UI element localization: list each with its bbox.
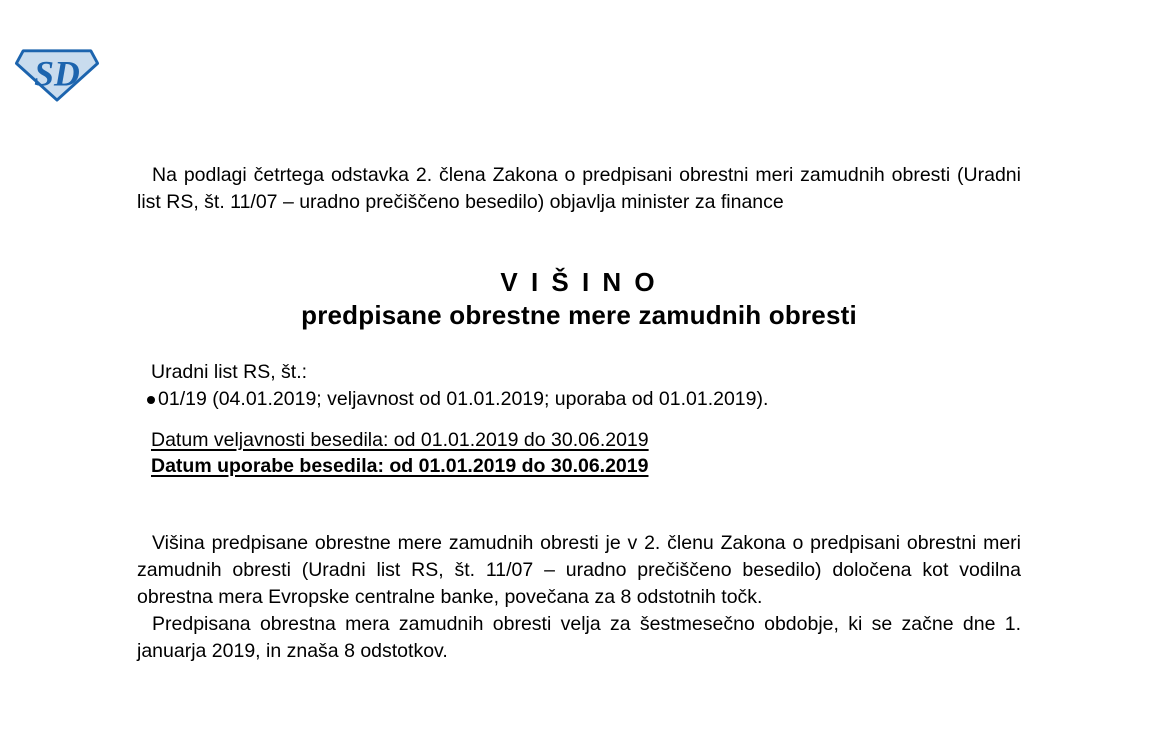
gazette-item-text: 01/19 (04.01.2019; veljavnost od 01.01.2019; uporaba od 01.01.2019). — [158, 388, 769, 410]
gazette-label: Uradni list RS, št.: — [151, 361, 308, 383]
validity-section — [151, 427, 649, 479]
gazette-list-item — [147, 386, 768, 413]
bullet-icon — [147, 396, 155, 404]
body-paragraph-2: Predpisana obrestna mera zamudnih obresti velja za šestmesečno obdobje, ki se začne dne 1. januarja 2019, in znaša 8 odstotkov. — [137, 613, 1021, 662]
logo-letters: SD — [34, 53, 80, 94]
page-subtitle: predpisane obrestne mere zamudnih obresti — [301, 300, 857, 330]
document-heading — [137, 266, 1021, 332]
intro-paragraph: Na podlagi četrtega odstavka 2. člena Zakona o predpisani obrestni meri zamudnih obresti (Uradni list RS, št. 11/07 – uradno prečiščeno besedilo) objavlja minister za finance — [137, 164, 1021, 213]
gazette-section — [151, 359, 768, 413]
body-text — [137, 530, 1021, 665]
sd-logo — [13, 45, 101, 103]
sd-shield-icon — [13, 45, 101, 103]
validity-date-line: Datum veljavnosti besedila: od 01.01.2019 do 30.06.2019 — [151, 429, 649, 451]
page-title: V I Š I N O — [500, 267, 658, 297]
usage-date-line: Datum uporabe besedila: od 01.01.2019 do 30.06.2019 — [151, 455, 649, 477]
body-paragraph-1: Višina predpisane obrestne mere zamudnih obresti je v 2. členu Zakona o predpisani obrestni meri zamudnih obresti (Uradni list RS, št. 11/07 – uradno prečiščeno besedilo) določena kot vodilna obrestna mera Evropske centralne banke, povečana za 8 odstotnih točk. — [137, 532, 1021, 608]
